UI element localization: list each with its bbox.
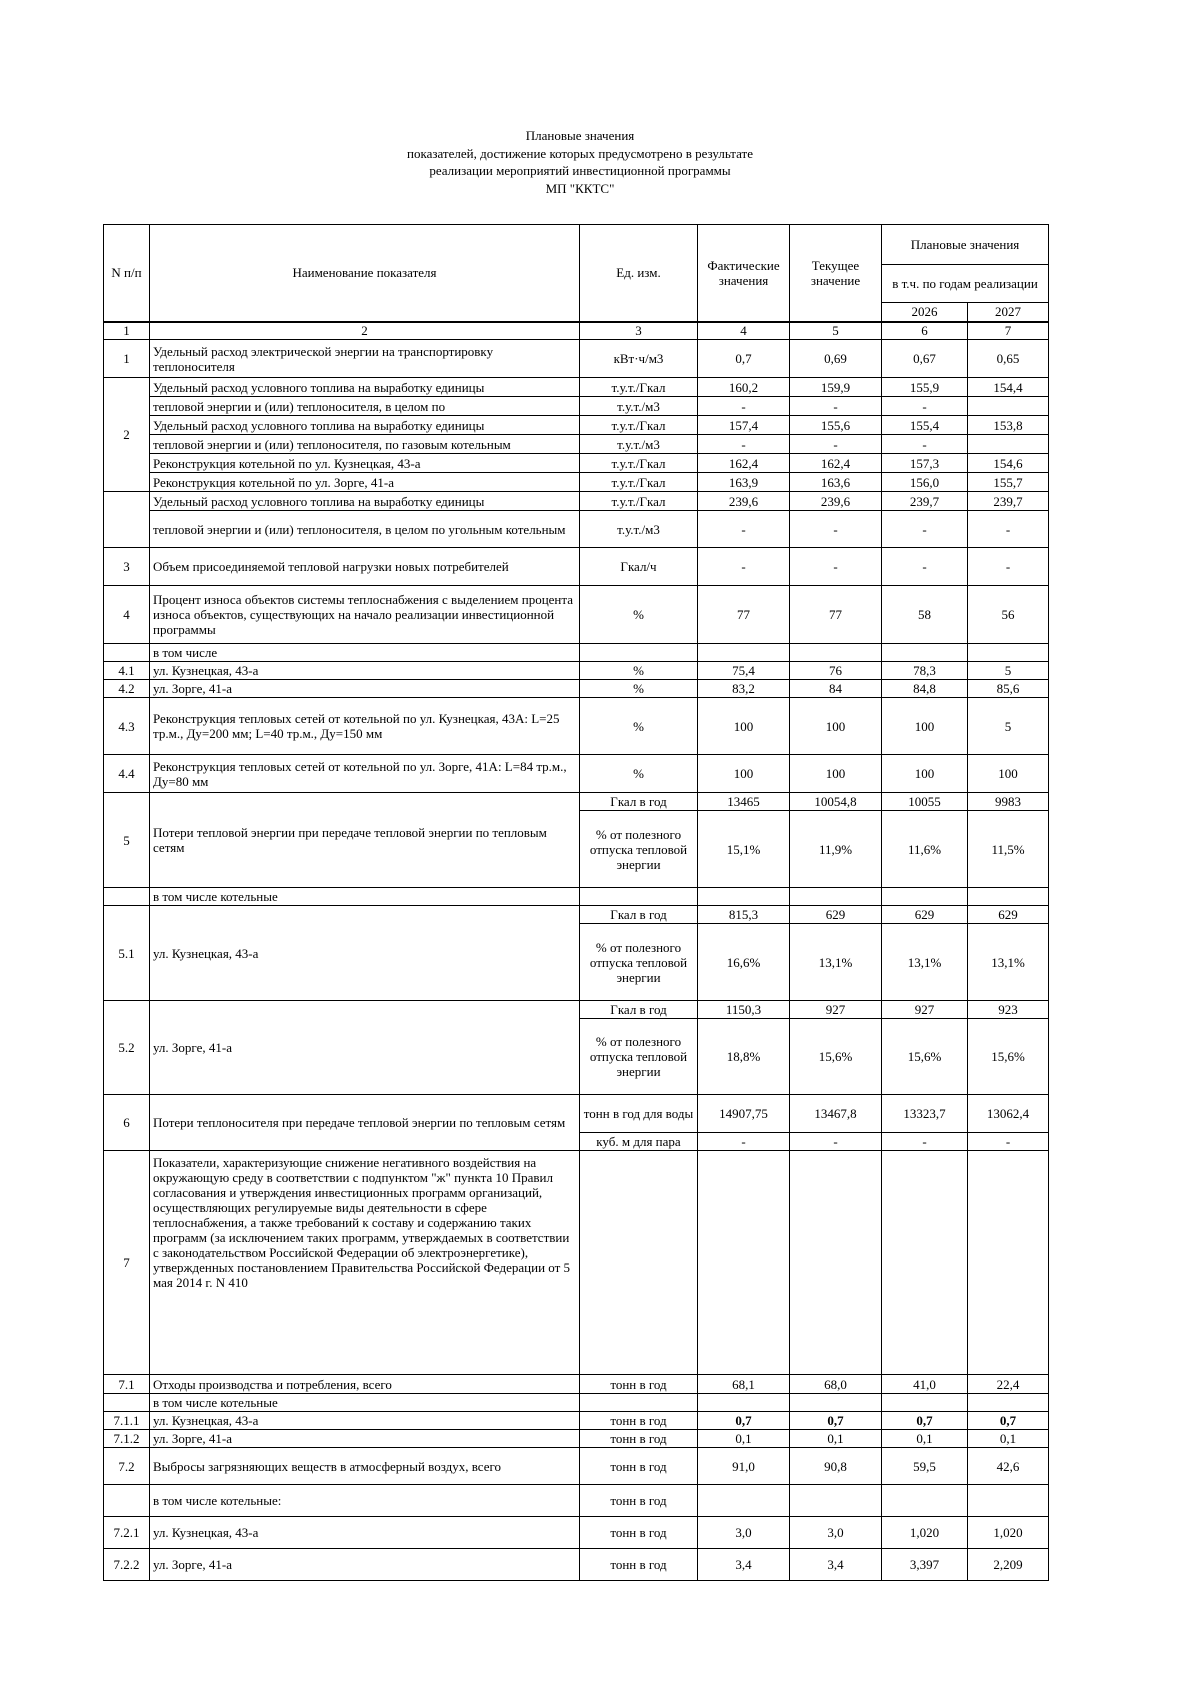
unit-cell: тонн в год [580,1412,698,1430]
unit-cell: Гкал/ч [580,548,698,586]
plan-2026-value: 15,6% [882,1019,968,1095]
subsection-label: в том числе [150,644,580,662]
indicator-name: ул. Зорге, 41-а [150,1001,580,1095]
unit-cell: % от полезного отпуска тепловой энергии [580,924,698,1001]
indicator-name: Объем присоединяемой тепловой нагрузки новых потребителей [150,548,580,586]
fact-value: 0,1 [698,1430,790,1448]
table-row [104,1485,1049,1517]
indicator-name: ул. Зорге, 41-а [150,1549,580,1581]
col-number: 2 [150,322,580,340]
header-row [104,225,1049,265]
table-row [104,793,1049,811]
row-number: 3 [104,548,150,586]
plan-2027-value: 22,4 [968,1375,1049,1394]
indicator-name: Реконструкция котельной по ул. Кузнецкая, 43-а [150,454,580,473]
plan-2026-value: 58 [882,586,968,644]
current-value: 0,1 [790,1430,882,1448]
fact-value: 160,2 [698,378,790,397]
fact-value: - [698,1133,790,1151]
plan-2026-value [882,888,968,906]
current-value: 77 [790,586,882,644]
current-value: 629 [790,906,882,924]
plan-2027-value: 42,6 [968,1448,1049,1485]
fact-value: 0,7 [698,340,790,378]
col-number: 3 [580,322,698,340]
fact-value [698,1151,790,1375]
indicator-name: тепловой энергии и (или) теплоносителя, по газовым котельным [150,435,580,454]
unit-cell: % [580,662,698,680]
title-line-4: МП "ККТС" [545,180,615,196]
plan-2027-value: 13,1% [968,924,1049,1001]
row-number [104,644,150,662]
unit-cell: Гкал в год [580,1001,698,1019]
header-unit: Ед. изм. [580,225,698,322]
fact-value: - [698,548,790,586]
current-value: 10054,8 [790,793,882,811]
row-number: 4 [104,586,150,644]
row-number: 4.1 [104,662,150,680]
plan-2027-value [968,1485,1049,1517]
fact-value: 815,3 [698,906,790,924]
col-number: 6 [882,322,968,340]
unit-cell: Гкал в год [580,793,698,811]
table-row [104,1151,1049,1375]
table-row [104,1001,1049,1019]
plan-2027-value: 9983 [968,793,1049,811]
plan-2026-value: 59,5 [882,1448,968,1485]
current-value: 90,8 [790,1448,882,1485]
plan-2026-value [882,644,968,662]
plan-2026-value: 78,3 [882,662,968,680]
table-row [104,416,1049,435]
table-row [104,888,1049,906]
title-line-3: реализации мероприятий инвестиционной программы [429,163,731,178]
plan-2026-value: 155,9 [882,378,968,397]
table-row [104,644,1049,662]
plan-2026-value: 13323,7 [882,1095,968,1133]
indicator-name: ул. Кузнецкая, 43-а [150,906,580,1001]
col-number: 7 [968,322,1049,340]
row-number [104,1394,150,1412]
header-by-years: в т.ч. по годам реализации [882,265,1049,303]
plan-2026-value [882,1485,968,1517]
current-value: 162,4 [790,454,882,473]
fact-value: 13465 [698,793,790,811]
row-number: 6 [104,1095,150,1151]
current-value: 927 [790,1001,882,1019]
indicator-name: тепловой энергии и (или) теплоносителя, в целом по угольным котельным [150,511,580,548]
plan-2026-value: - [882,435,968,454]
unit-cell: т.у.т./м3 [580,397,698,416]
fact-value: 18,8% [698,1019,790,1095]
unit-cell: тонн в год [580,1485,698,1517]
fact-value: 68,1 [698,1375,790,1394]
subsection-label: в том числе котельные [150,888,580,906]
header-plan: Плановые значения [882,225,1049,265]
plan-2027-value: 155,7 [968,473,1049,492]
unit-cell [580,1394,698,1412]
plan-2027-value: 5 [968,698,1049,755]
row-number [104,888,150,906]
indicator-name: ул. Кузнецкая, 43-а [150,1517,580,1549]
table-row [104,473,1049,492]
column-numbers-row [104,322,1049,340]
row-number: 5 [104,793,150,888]
current-value [790,1485,882,1517]
plan-2027-value: 5 [968,662,1049,680]
table-row [104,698,1049,755]
title-line-1: Плановые значения [525,128,635,143]
current-value [790,644,882,662]
plan-2026-value: 13,1% [882,924,968,1001]
table-row [104,511,1049,548]
table-row [104,435,1049,454]
indicator-name: ул. Кузнецкая, 43-а [150,1412,580,1430]
plan-2026-value: 10055 [882,793,968,811]
current-value: 100 [790,755,882,793]
current-value: - [790,511,882,548]
row-number [104,492,150,548]
current-value: 76 [790,662,882,680]
current-value: 100 [790,698,882,755]
plan-2027-value [968,888,1049,906]
plan-2027-value: 0,65 [968,340,1049,378]
col-number: 4 [698,322,790,340]
fact-value: - [698,435,790,454]
row-number [104,1485,150,1517]
indicator-name: ул. Зорге, 41-а [150,680,580,698]
table-row [104,755,1049,793]
fact-value [698,1485,790,1517]
row-number: 7.1.2 [104,1430,150,1448]
plan-2026-value: 927 [882,1001,968,1019]
table-row [104,454,1049,473]
indicator-name: Процент износа объектов системы теплоснабжения с выделением процента износа объектов, существующих на начало реализации инвестиционной программы [150,586,580,644]
plan-2027-value: 1,020 [968,1517,1049,1549]
subsection-label: в том числе котельные: [150,1485,580,1517]
table-row [104,548,1049,586]
plan-2027-value: 0,7 [968,1412,1049,1430]
indicator-name: Потери тепловой энергии при передаче тепловой энергии по тепловым сетям [150,793,580,888]
plan-2026-value: 100 [882,698,968,755]
current-value: 0,69 [790,340,882,378]
fact-value: 16,6% [698,924,790,1001]
row-number: 7.2 [104,1448,150,1485]
current-value: 11,9% [790,811,882,888]
unit-cell: тонн в год [580,1375,698,1394]
indicator-name: Удельный расход условного топлива на выработку единицы [150,492,580,511]
table-row [104,340,1049,378]
indicator-name: тепловой энергии и (или) теплоносителя, в целом по [150,397,580,416]
unit-cell [580,888,698,906]
table-row [104,1394,1049,1412]
unit-cell [580,644,698,662]
fact-value: 77 [698,586,790,644]
plan-2027-value: 154,6 [968,454,1049,473]
header-year-2026: 2026 [882,303,968,322]
col-number: 1 [104,322,150,340]
table-row [104,1412,1049,1430]
plan-2027-value: 11,5% [968,811,1049,888]
indicator-name: Реконструкция тепловых сетей от котельной по ул. Кузнецкая, 43А: L=25 тр.м., Ду=200 мм; L=40 тр.м., Ду=150 мм [150,698,580,755]
plan-2026-value: - [882,397,968,416]
table-row [104,1095,1049,1133]
unit-cell: т.у.т./м3 [580,435,698,454]
indicator-name: Отходы производства и потребления, всего [150,1375,580,1394]
fact-value: 100 [698,698,790,755]
fact-value: 15,1% [698,811,790,888]
fact-value: 91,0 [698,1448,790,1485]
plan-2027-value: - [968,548,1049,586]
current-value: 3,0 [790,1517,882,1549]
unit-cell: тонн в год [580,1448,698,1485]
current-value: 15,6% [790,1019,882,1095]
fact-value: 83,2 [698,680,790,698]
current-value [790,1151,882,1375]
row-number: 7 [104,1151,150,1375]
plan-2026-value: 100 [882,755,968,793]
table-row [104,1430,1049,1448]
header-name: Наименование показателя [150,225,580,322]
document-title [0,127,1160,197]
unit-cell: куб. м для пара [580,1133,698,1151]
subsection-label: в том числе котельные [150,1394,580,1412]
col-number: 5 [790,322,882,340]
plan-2026-value: 0,67 [882,340,968,378]
indicator-name: Удельный расход условного топлива на выработку единицы [150,378,580,397]
table-row [104,680,1049,698]
plan-2026-value: 157,3 [882,454,968,473]
plan-2027-value: 56 [968,586,1049,644]
unit-cell: % [580,755,698,793]
unit-cell: кВт·ч/м3 [580,340,698,378]
table-row [104,378,1049,397]
plan-2027-value: 153,8 [968,416,1049,435]
indicator-name: Удельный расход условного топлива на выработку единицы [150,416,580,435]
indicator-name: Удельный расход электрической энергии на транспортировку теплоносителя [150,340,580,378]
plan-2026-value: 11,6% [882,811,968,888]
plan-2027-value [968,435,1049,454]
unit-cell: % [580,586,698,644]
row-number: 7.2.1 [104,1517,150,1549]
indicators-table [103,224,1049,1581]
unit-cell: т.у.т./Гкал [580,454,698,473]
row-number: 2 [104,378,150,492]
plan-2026-value: 0,7 [882,1412,968,1430]
indicator-name: Потери теплоносителя при передаче тепловой энергии по тепловым сетям [150,1095,580,1151]
current-value: 68,0 [790,1375,882,1394]
fact-value: 3,0 [698,1517,790,1549]
table-row [104,586,1049,644]
plan-2027-value [968,1394,1049,1412]
current-value: 13467,8 [790,1095,882,1133]
plan-2026-value: 239,7 [882,492,968,511]
table-row [104,1375,1049,1394]
plan-2026-value: - [882,1133,968,1151]
plan-2027-value: 923 [968,1001,1049,1019]
row-number: 7.1 [104,1375,150,1394]
indicator-name: Реконструкция котельной по ул. Зорге, 41-а [150,473,580,492]
unit-cell: тонн в год для воды [580,1095,698,1133]
indicator-name: ул. Зорге, 41-а [150,1430,580,1448]
unit-cell: т.у.т./Гкал [580,473,698,492]
plan-2027-value: 2,209 [968,1549,1049,1581]
header-num: N п/п [104,225,150,322]
current-value [790,888,882,906]
title-line-2: показателей, достижение которых предусмотрено в результате [407,145,753,161]
current-value: 163,6 [790,473,882,492]
plan-2026-value [882,1394,968,1412]
row-number: 7.2.2 [104,1549,150,1581]
table-row [104,1549,1049,1581]
unit-cell: т.у.т./Гкал [580,492,698,511]
unit-cell: % [580,698,698,755]
fact-value [698,1394,790,1412]
current-value: 0,7 [790,1412,882,1430]
plan-2026-value: 0,1 [882,1430,968,1448]
row-number: 5.2 [104,1001,150,1095]
plan-2027-value: 100 [968,755,1049,793]
fact-value: 0,7 [698,1412,790,1430]
row-number: 1 [104,340,150,378]
current-value: 3,4 [790,1549,882,1581]
header-current: Текущее значение [790,225,882,322]
unit-cell: % [580,680,698,698]
current-value: 13,1% [790,924,882,1001]
table-row [104,1448,1049,1485]
current-value: - [790,435,882,454]
header-fact: Фактические значения [698,225,790,322]
fact-value: 14907,75 [698,1095,790,1133]
plan-2026-value: 155,4 [882,416,968,435]
fact-value [698,644,790,662]
unit-cell: т.у.т./Гкал [580,416,698,435]
current-value: 159,9 [790,378,882,397]
plan-2026-value: - [882,548,968,586]
current-value: - [790,397,882,416]
current-value: 239,6 [790,492,882,511]
plan-2027-value: 239,7 [968,492,1049,511]
current-value [790,1394,882,1412]
unit-cell: % от полезного отпуска тепловой энергии [580,1019,698,1095]
row-number: 5.1 [104,906,150,1001]
indicator-name: Показатели, характеризующие снижение негативного воздействия на окружающую среду в соответствии с подпунктом "ж" пункта 10 Правил согласования и утверждения инвестиционных программ организаций, осуществляющих регулируемые виды деятельности в сфере теплоснабжения, а также требований к составу и содержанию таких программ (за исключением таких программ, утверждаемых в соответствии с законодательством Российской Федерации об электроэнергетике), утвержденных постановлением Правительства Российской Федерации от 5 мая 2014 г. N 410 [150,1151,580,1375]
header-year-2027: 2027 [968,303,1049,322]
fact-value [698,888,790,906]
table-row [104,1517,1049,1549]
fact-value: 239,6 [698,492,790,511]
fact-value: 3,4 [698,1549,790,1581]
unit-cell: т.у.т./Гкал [580,378,698,397]
fact-value: - [698,397,790,416]
current-value: - [790,548,882,586]
fact-value: 162,4 [698,454,790,473]
plan-2026-value: 3,397 [882,1549,968,1581]
plan-2026-value [882,1151,968,1375]
current-value: - [790,1133,882,1151]
row-number: 4.4 [104,755,150,793]
fact-value: 100 [698,755,790,793]
current-value: 84 [790,680,882,698]
current-value: 155,6 [790,416,882,435]
fact-value: 75,4 [698,662,790,680]
plan-2027-value: 85,6 [968,680,1049,698]
indicator-name: Выбросы загрязняющих веществ в атмосферный воздух, всего [150,1448,580,1485]
plan-2027-value [968,644,1049,662]
unit-cell: тонн в год [580,1517,698,1549]
unit-cell [580,1151,698,1375]
fact-value: 1150,3 [698,1001,790,1019]
fact-value: 157,4 [698,416,790,435]
plan-2026-value: 629 [882,906,968,924]
table-row [104,906,1049,924]
plan-2027-value: 13062,4 [968,1095,1049,1133]
row-number: 4.2 [104,680,150,698]
plan-2027-value: 154,4 [968,378,1049,397]
row-number: 4.3 [104,698,150,755]
plan-2026-value: 84,8 [882,680,968,698]
plan-2027-value: 0,1 [968,1430,1049,1448]
unit-cell: % от полезного отпуска тепловой энергии [580,811,698,888]
unit-cell: тонн в год [580,1430,698,1448]
unit-cell: т.у.т./м3 [580,511,698,548]
plan-2026-value: 1,020 [882,1517,968,1549]
plan-2027-value [968,1151,1049,1375]
table-row [104,662,1049,680]
table-row [104,492,1049,511]
plan-2026-value: - [882,511,968,548]
plan-2027-value: 15,6% [968,1019,1049,1095]
table-row [104,397,1049,416]
fact-value: 163,9 [698,473,790,492]
plan-2027-value: - [968,1133,1049,1151]
indicator-name: ул. Кузнецкая, 43-а [150,662,580,680]
plan-2027-value: 629 [968,906,1049,924]
fact-value: - [698,511,790,548]
plan-2026-value: 41,0 [882,1375,968,1394]
plan-2027-value [968,397,1049,416]
indicator-name: Реконструкция тепловых сетей от котельной по ул. Зорге, 41А: L=84 тр.м., Ду=80 мм [150,755,580,793]
plan-2027-value: - [968,511,1049,548]
unit-cell: Гкал в год [580,906,698,924]
plan-2026-value: 156,0 [882,473,968,492]
row-number: 7.1.1 [104,1412,150,1430]
unit-cell: тонн в год [580,1549,698,1581]
